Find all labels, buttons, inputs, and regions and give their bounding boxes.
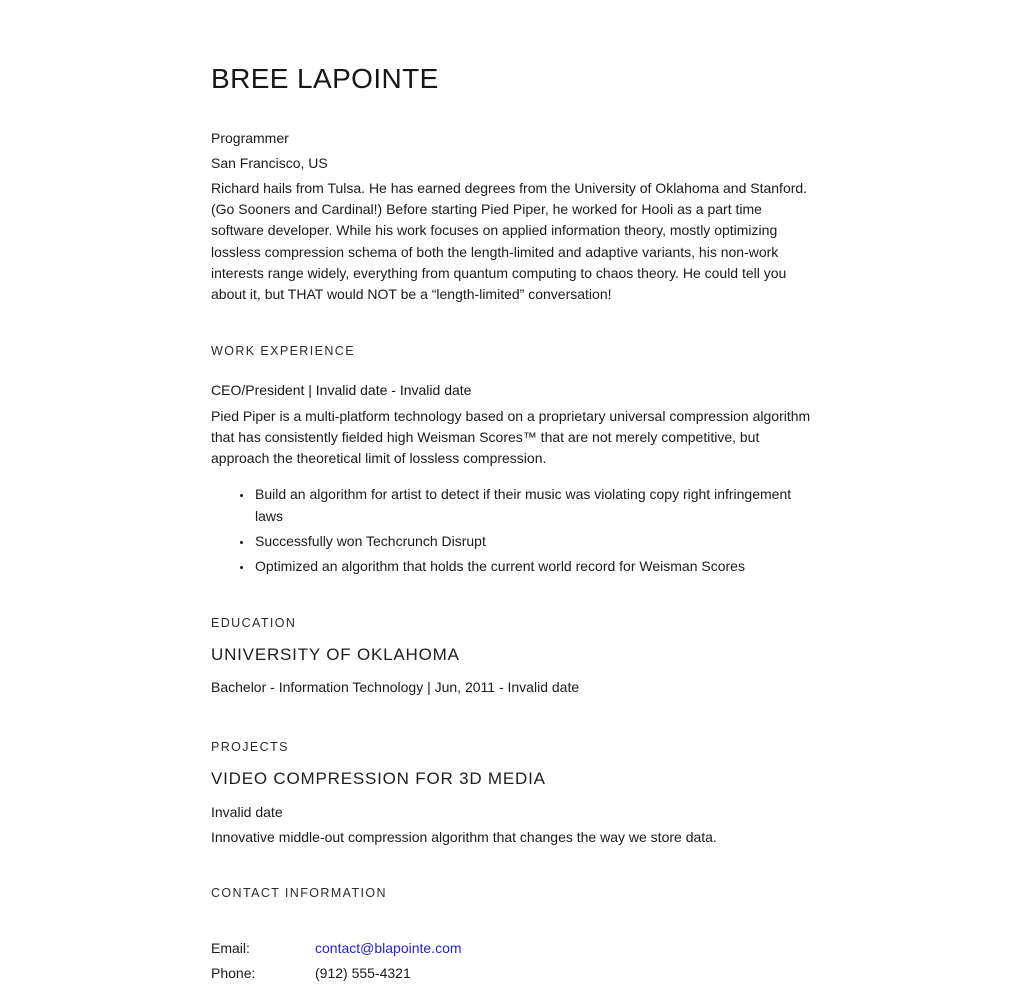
contact-rows xyxy=(211,938,813,984)
job-bullet: • Optimized an algorithm that holds the current world record for Weisman Scores xyxy=(253,556,813,577)
education-entry xyxy=(211,644,813,698)
summary-paragraph: Richard hails from Tulsa. He has earned degrees from the University of Oklahoma and Stanford. (Go Sooners and Cardinal!) Before starting Pied Piper, he worked for Hooli as a part time software developer. While his work focuses on applied information theory, mostly optimizing lossless compression schema of both the length-limited and adaptive variants, his non-work interests range widely, everything from quantum computing to chaos theory. He could tell you about it, but THAT would NOT be a “length-limited” conversation! xyxy=(211,179,808,303)
resume-document xyxy=(211,0,813,984)
phone-value: (912) 555-4321 xyxy=(315,964,411,981)
work-experience-heading: WORK EXPERIENCE xyxy=(211,343,355,358)
contact-information-heading: CONTACT INFORMATION xyxy=(211,885,387,900)
education-heading: EDUCATION xyxy=(211,615,297,630)
job-bullet: • Build an algorithm for artist to detect if their music was violating copy right infringement laws xyxy=(253,484,813,527)
school-name: UNIVERSITY OF OKLAHOMA xyxy=(211,644,460,664)
job-role: Programmer xyxy=(211,129,289,146)
phone-label: Phone: xyxy=(211,964,256,981)
project-description: Innovative middle-out compression algorithm that changes the way we store data. xyxy=(211,828,717,845)
job-title-line: CEO/President | Invalid date - Invalid date xyxy=(211,381,472,398)
contact-row-email xyxy=(211,938,813,959)
job-description: Pied Piper is a multi-platform technology based on a proprietary universal compression algorithm that has consistently fielded high Weisman Scores™ that are not merely competitive, but approach the theoretical limit of lossless compression. xyxy=(211,407,811,467)
job-bullet-list xyxy=(211,484,813,577)
email-label: Email: xyxy=(211,939,250,956)
contact-row-phone xyxy=(211,963,813,984)
email-link[interactable]: contact@blapointe.com xyxy=(315,939,462,956)
job-bullet: • Successfully won Techcrunch Disrupt xyxy=(253,531,813,552)
project-date: Invalid date xyxy=(211,803,283,820)
projects-heading: PROJECTS xyxy=(211,739,289,754)
project-title: VIDEO COMPRESSION FOR 3D MEDIA xyxy=(211,768,546,788)
person-name: BREE LAPOINTE xyxy=(211,63,439,94)
project-entry xyxy=(211,768,813,848)
work-experience-entry xyxy=(211,381,813,578)
location: San Francisco, US xyxy=(211,154,328,171)
degree-line: Bachelor - Information Technology | Jun, 2011 - Invalid date xyxy=(211,678,580,695)
